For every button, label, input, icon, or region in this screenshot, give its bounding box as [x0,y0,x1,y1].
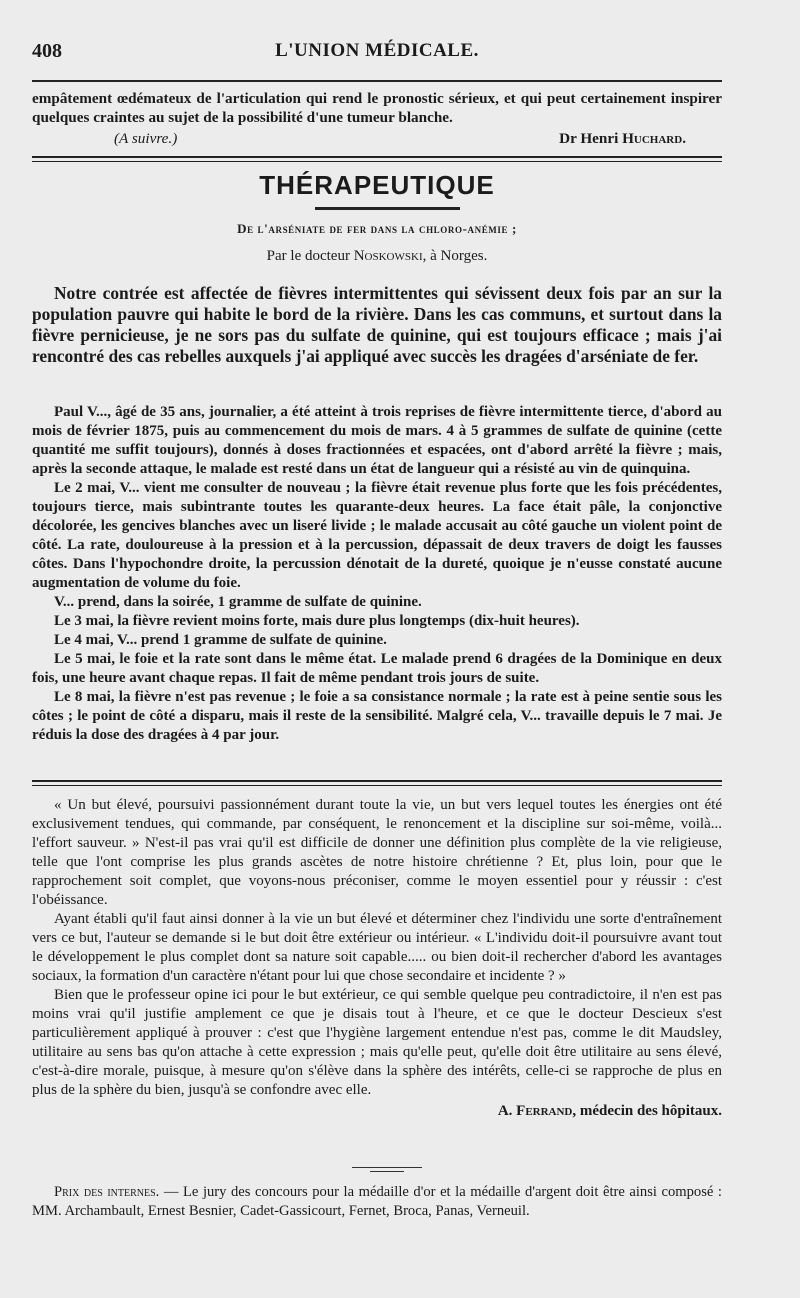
article-end-line [32,129,722,151]
running-title: L'UNION MÉDICALE. [275,40,479,61]
feuilleton-divider [32,780,722,786]
page-number: 408 [32,40,62,62]
notice-text: — Le jury des concours pour la médaille d'or et la médaille d'argent doit être ainsi composé : MM. Archambault, Ernest Besnier, Cadet-Gassicourt, Fernet, Broca, Panas, Verneuil. [32,1184,722,1219]
ornament-rule [352,1167,422,1168]
title-underline [315,207,460,210]
section-title: THÉRAPEUTIQUE [259,170,495,200]
case-paragraph: V... prend, dans la soirée, 1 gramme de sulfate de quinine. [54,594,422,610]
case-paragraph: Le 2 mai, V... vient me consulter de nouveau ; la fièvre était revenue plus forte que les fois précédentes, toujours tierce, mais subintrante toutes les quarante-deux heures. La face était pâle, la conjonctive décolorée, les gencives blanches avec un liseré livide ; le malade accusait au côté gauche un violent point de côté. La rate, douloureuse à la pression et à la percussion, dépassait de deux travers de doigt les fausses côtes. Dans l'hypochondre droite, la percussion dénotait de la dureté, quoique je n'eusse constaté aucune augmentation de volume du foie. [32,480,722,591]
article-author: Dr Henri Huchard. [559,130,686,147]
review-section [32,796,722,1121]
review-paragraph: « Un but élevé, poursuivi passionnément durant toute la vie, un but vers lequel toutes les énergies ont été exclusivement tendues, qui commande, par conséquent, le renoncement et la discipline sur soi-même, voilà... l'effort sauveur. » N'est-il pas vrai qu'il est difficile de donner une définition plus complète de la vie religieuse, telle que l'ont comprise les plus grands ascètes de notre histoire chrétienne ? Et, plus loin, pour que le rapprochement soit complet, que voyons-nous préconiser, comme le moyen essentiel pour y réussir : c'est l'obéissance. [32,797,722,908]
lead-block [32,283,722,367]
review-paragraph: Ayant établi qu'il faut ainsi donner à la vie un but élevé et déterminer chez l'individu une sorte d'entraînement vers ce but, l'auteur se demande si le but doit être extérieur ou intérieur. « L'individu doit-il poursuivre avant tout le développement le plus complet dont sa nature soit capable..... ou bien doit-il rechercher d'abord les avantages sociaux, la formation d'un caractère n'étant pour lui que chose secondaire et incidente ? » [32,911,722,984]
case-report [32,403,722,745]
article-byline: Par le docteur Noskowski, à Norges. [266,248,488,264]
case-paragraph: Paul V..., âgé de 35 ans, journalier, a été atteint à trois reprises de fièvre intermittente tierce, d'abord au mois de février 1875, puis au commencement du mois de mars. 4 à 5 grammes de sulfate de quinine (cette quantité me suffit toujours), donnés à doses fractionnées et espacées, ont d'abord arrêté la fièvre ; mais, après la seconde attaque, le malade est resté dans un état de langueur qui a résisté au vin de quinquina. [32,404,722,477]
notice-label: Prix des internes. [54,1184,160,1200]
header-rule [32,80,722,82]
review-paragraph: Bien que le professeur opine ici pour le but extérieur, ce qui semble quelque peu contradictoire, il n'en est pas moins vrai qu'il justifie amplement ce que je disais tout à l'heure, et ce que le docteur Descieux s'est particulièrement appliqué à prouver : c'est que l'hygiène largement entendue n'est pas, comme le dit Maudsley, utilitaire au sens bas qu'on attache à cette expression ; mais qu'elle peut, qu'elle doit être utilitaire au sens élevé, c'est-à-dire morale, puisque, à mesure qu'on s'élève dans la sphère des intérêts, celle-ci se rapproche de plus en plus de la sphère du bien, jusqu'à se confondre avec elle. [32,987,722,1098]
section-divider [32,156,722,162]
case-paragraph: Le 4 mai, V... prend 1 gramme de sulfate de quinine. [54,632,387,648]
continued-article [32,89,722,151]
article-title: De l'arséniate de fer dans la chloro-anémie ; [237,221,517,236]
lead-paragraph: Notre contrée est affectée de fièvres intermittentes qui sévissent deux fois par an sur la population pauvre qui habite le bord de la rivière. Dans les cas communs, et surtout dans la fièvre pernicieuse, je ne sors pas du sulfate de quinine, qui est toujours efficace ; mais j'ai rencontré des cas rebelles auxquels j'ai appliqué avec succès les dragées d'arséniate de fer. [32,283,722,366]
case-paragraph: Le 3 mai, la fièvre revient moins forte, mais dure plus longtemps (dix-huit heures). [54,613,580,629]
ornament-rule-short [370,1171,404,1172]
to-be-continued: (A suivre.) [114,130,178,147]
news-notice [32,1183,722,1221]
page-header [32,40,722,70]
case-paragraph: Le 8 mai, la fièvre n'est pas revenue ; le foie a sa consistance normale ; la rate est à peine sentie sous les côtes ; le point de côté a disparu, mais il reste de la sensibilité. Malgré cela, V... travaille depuis le 7 mai. Je réduis la dose des dragées à 4 par jour. [32,689,722,743]
notice-paragraph [32,1183,722,1221]
continued-paragraph: empâtement œdémateux de l'articulation qui rend le pronostic sérieux, et qui peut certainement inspirer quelques craintes au sujet de la possibilité d'une tumeur blanche. [32,90,722,126]
case-paragraph: Le 5 mai, le foie et la rate sont dans le même état. Le malade prend 6 dragées de la Dominique en deux fois, une heure avant chaque repas. Il fait de même pendant trois jours de suite. [32,651,722,686]
review-signature: A. Ferrand, médecin des hôpitaux. [497,1103,722,1119]
